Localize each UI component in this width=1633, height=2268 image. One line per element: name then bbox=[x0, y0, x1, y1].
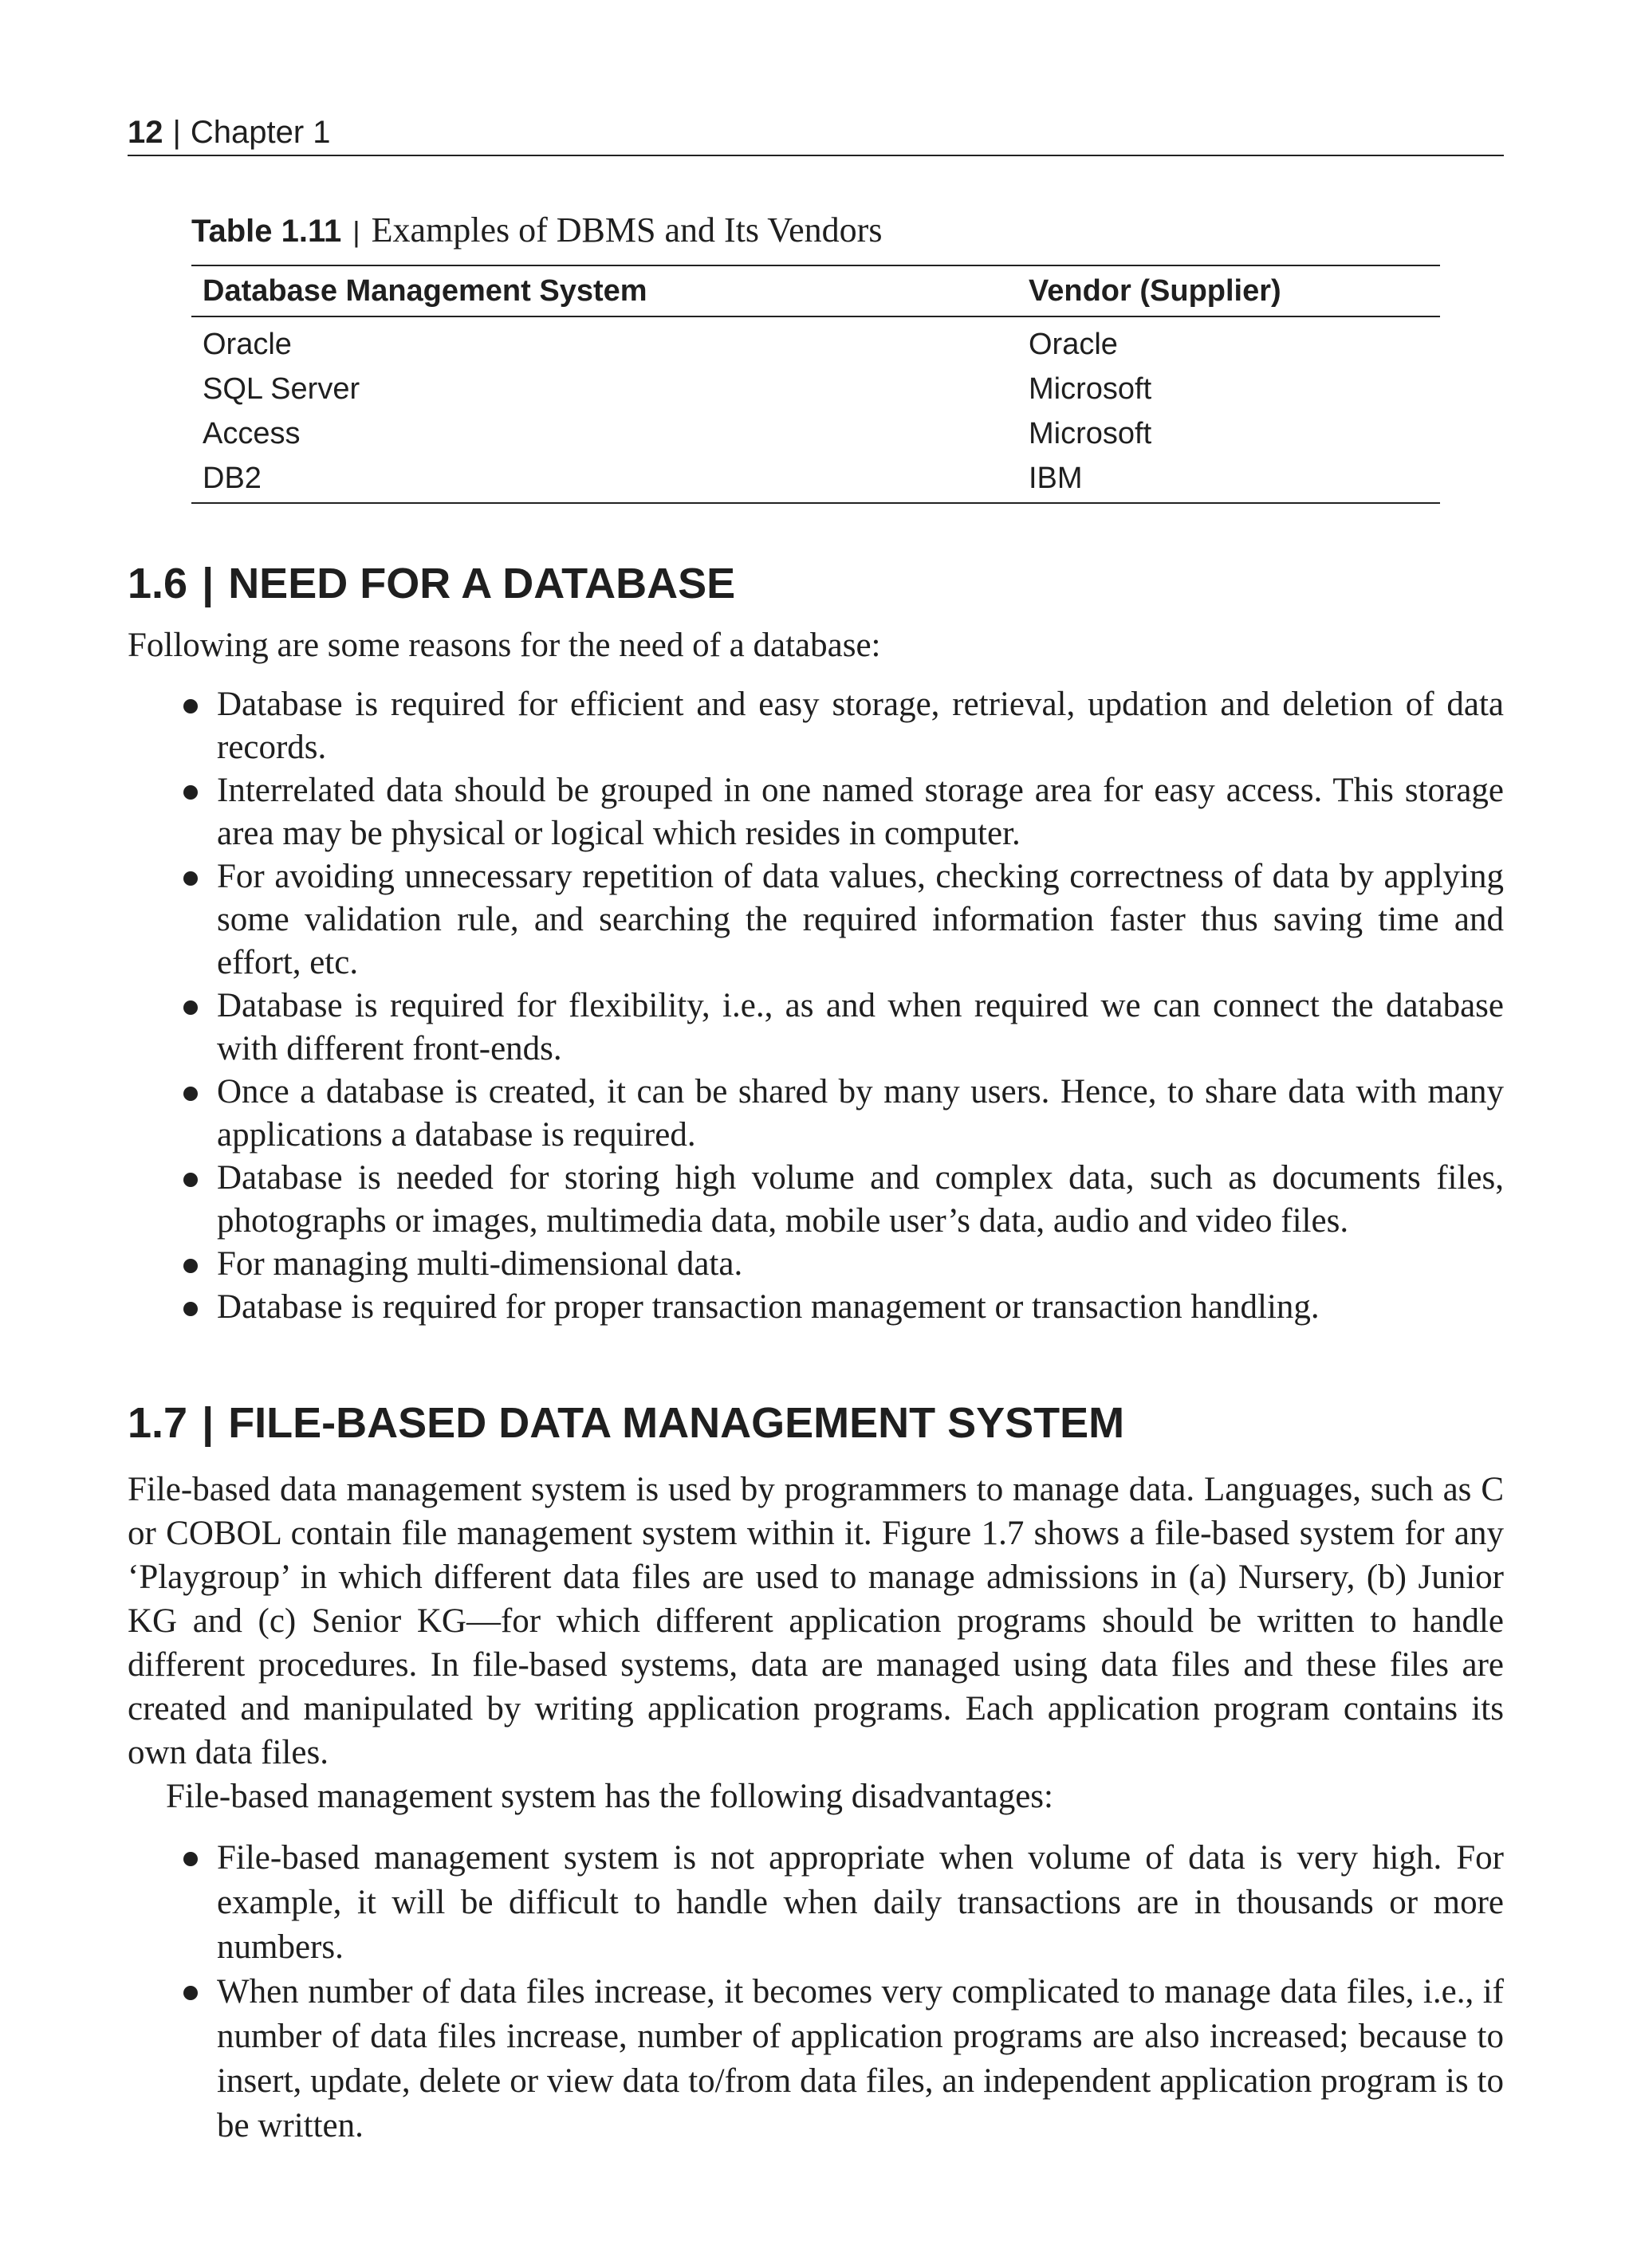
section-1-6-intro: Following are some reasons for the need of a database: bbox=[128, 627, 881, 664]
table-caption-separator: | bbox=[352, 215, 360, 248]
table-caption-label: Table 1.11 bbox=[191, 214, 342, 249]
cell-dbms: Access bbox=[203, 417, 301, 450]
section-number: 1.6 bbox=[128, 560, 188, 607]
table-row bbox=[191, 316, 1440, 367]
cell-vendor: Microsoft bbox=[1029, 372, 1152, 406]
list-item: Database is required for flexibility, i.e., as and when required we can connect the database with different front-ends. bbox=[217, 985, 1504, 1071]
list-item: Interrelated data should be grouped in one named storage area for easy access. This storage area may be physical or logical which resides in computer. bbox=[217, 769, 1504, 855]
cell-dbms: DB2 bbox=[191, 456, 1017, 503]
list-item: For managing multi-dimensional data. bbox=[217, 1243, 1504, 1286]
cell-dbms: Oracle bbox=[203, 328, 292, 361]
running-header bbox=[128, 112, 1504, 156]
list-item: When number of data files increase, it becomes very complicated to manage data files, i.e., if number of data files increase, number of application programs are also increased; because to insert, update, delete or view data to/from data files, an independent application program is to be written. bbox=[217, 1970, 1504, 2148]
list-item: For avoiding unnecessary repetition of data values, checking correctness of data by applying some validation rule, and searching the required information faster thus saving time and effort, etc. bbox=[217, 855, 1504, 985]
header-separator: | bbox=[172, 115, 181, 150]
cell-vendor: Microsoft bbox=[1029, 417, 1152, 450]
table-header-row bbox=[191, 265, 1440, 316]
list-item: File-based management system is not appropriate when volume of data is very high. For example, it will be difficult to handle when daily transactions are in thousands or more numbers. bbox=[217, 1836, 1504, 1970]
page-number: 12 bbox=[128, 115, 163, 150]
cell-vendor: Oracle bbox=[1029, 328, 1118, 361]
table-row bbox=[191, 456, 1440, 503]
file-based-disadvantages-list bbox=[128, 1836, 1504, 2148]
section-separator: | bbox=[202, 560, 214, 607]
section-number: 1.7 bbox=[128, 1399, 188, 1447]
dbms-vendor-table bbox=[191, 265, 1440, 504]
list-item: Database is needed for storing high volume and complex data, such as documents files, photographs or images, multimedia data, mobile user’s data, audio and video files. bbox=[217, 1157, 1504, 1243]
table-row bbox=[191, 367, 1440, 411]
column-header-vendor: Vendor (Supplier) bbox=[1017, 265, 1440, 316]
chapter-label: Chapter 1 bbox=[190, 115, 331, 150]
page bbox=[128, 112, 1504, 2148]
section-1-7-paragraph: File-based data management system is used by programmers to manage data. Languages, such as C or COBOL contain file management system within it. Figure 1.7 shows a file-based system for any ‘Playgroup’ in which different data files are used to manage admissions in (a) Nursery, (b) Junior KG and (c) Senior KG—for which different application programs should be written to handle different procedures. In file-based systems, data are managed using data files and these files are created and manipulated by writing application programs. Each application program contains its own data files. bbox=[128, 1471, 1504, 1771]
section-title: FILE-BASED DATA MANAGEMENT SYSTEM bbox=[228, 1399, 1125, 1447]
list-item: Once a database is created, it can be shared by many users. Hence, to share data with many applications a database is required. bbox=[217, 1071, 1504, 1157]
column-header-dbms: Database Management System bbox=[191, 265, 1017, 316]
need-for-database-list bbox=[128, 683, 1504, 1329]
list-item: Database is required for proper transaction management or transaction handling. bbox=[217, 1286, 1504, 1329]
section-separator: | bbox=[202, 1399, 214, 1447]
table-row bbox=[191, 411, 1440, 456]
cell-vendor: IBM bbox=[1017, 456, 1440, 503]
table-caption bbox=[191, 209, 1440, 254]
table-caption-text: Examples of DBMS and Its Vendors bbox=[371, 210, 883, 250]
section-1-7-disadvantages-intro: File-based management system has the following disadvantages: bbox=[166, 1778, 1053, 1815]
dbms-table-block bbox=[191, 209, 1440, 504]
section-heading-1-7 bbox=[128, 1397, 1504, 1448]
list-item: Database is required for efficient and easy storage, retrieval, updation and deletion of data records. bbox=[217, 683, 1504, 769]
section-heading-1-6 bbox=[128, 558, 1504, 609]
cell-dbms: SQL Server bbox=[203, 372, 360, 406]
section-title: NEED FOR A DATABASE bbox=[228, 560, 736, 607]
